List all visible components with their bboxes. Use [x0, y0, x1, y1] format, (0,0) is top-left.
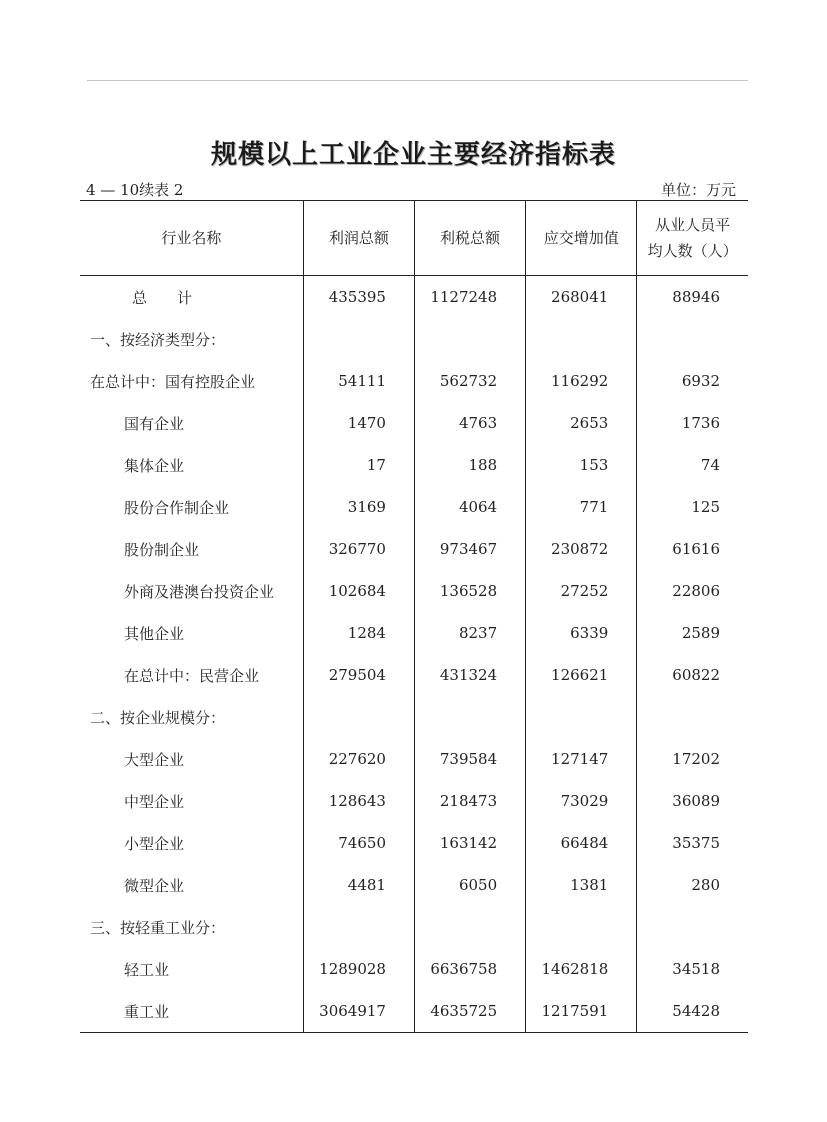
employees-cell: 22806 [637, 570, 748, 612]
value-added-cell [526, 906, 637, 948]
value-added-cell: 6339 [526, 612, 637, 654]
profit-cell: 102684 [303, 570, 414, 612]
employees-cell: 17202 [637, 738, 748, 780]
employees-cell: 280 [637, 864, 748, 906]
value-added-cell: 27252 [526, 570, 637, 612]
table-row [80, 822, 748, 864]
value-added-cell: 126621 [526, 654, 637, 696]
value-added-cell: 73029 [526, 780, 637, 822]
table-row [80, 948, 748, 990]
profit-tax-cell: 739584 [414, 738, 525, 780]
row-label: 在总计中：民营企业 [124, 666, 260, 685]
profit-cell: 1289028 [303, 948, 414, 990]
table-row [80, 612, 748, 654]
indicator-table [80, 200, 748, 1033]
employees-cell: 88946 [637, 276, 748, 319]
profit-cell: 54111 [303, 360, 414, 402]
value-added-cell [526, 696, 637, 738]
header-employees [637, 201, 748, 276]
row-label: 集体企业 [124, 456, 185, 475]
value-added-cell [526, 318, 637, 360]
unit-label: 单位：万元 [660, 181, 736, 199]
header-profit-tax: 利税总额 [414, 201, 525, 276]
profit-cell [303, 318, 414, 360]
table-row [80, 906, 748, 948]
page-title: 规模以上工业企业主要经济指标表 [210, 140, 616, 170]
table-row [80, 570, 748, 612]
row-label: 一、按经济类型分： [90, 330, 226, 349]
row-label: 股份合作制企业 [124, 498, 230, 517]
top-rule [87, 80, 748, 81]
row-label: 大型企业 [124, 750, 185, 769]
profit-tax-cell: 136528 [414, 570, 525, 612]
value-added-cell: 116292 [526, 360, 637, 402]
profit-cell: 1470 [303, 402, 414, 444]
row-label: 总 计 [132, 288, 193, 307]
profit-cell: 3169 [303, 486, 414, 528]
profit-tax-cell: 6636758 [414, 948, 525, 990]
table-row [80, 654, 748, 696]
row-label: 三、按轻重工业分： [90, 918, 226, 937]
profit-cell: 3064917 [303, 990, 414, 1033]
table-row [80, 528, 748, 570]
profit-tax-cell [414, 696, 525, 738]
profit-cell: 128643 [303, 780, 414, 822]
profit-cell: 74650 [303, 822, 414, 864]
table-row [80, 696, 748, 738]
profit-tax-cell [414, 318, 525, 360]
profit-cell: 227620 [303, 738, 414, 780]
employees-cell: 6932 [637, 360, 748, 402]
header-employees-line2: 均人数（人） [647, 242, 738, 260]
profit-tax-cell: 1127248 [414, 276, 525, 319]
header-employees-line1: 从业人员平 [655, 216, 731, 234]
table-row [80, 780, 748, 822]
profit-tax-cell: 431324 [414, 654, 525, 696]
table-row [80, 444, 748, 486]
employees-cell: 2589 [637, 612, 748, 654]
profit-cell: 435395 [303, 276, 414, 319]
row-label: 二、按企业规模分： [90, 708, 226, 727]
profit-tax-cell [414, 906, 525, 948]
profit-tax-cell: 6050 [414, 864, 525, 906]
employees-cell: 36089 [637, 780, 748, 822]
row-label: 重工业 [80, 990, 303, 1033]
table-id: 4 — 10续表 2 [86, 181, 184, 199]
employees-cell: 54428 [637, 990, 748, 1033]
profit-tax-cell: 218473 [414, 780, 525, 822]
value-added-cell: 1217591 [526, 990, 637, 1033]
employees-cell [637, 318, 748, 360]
table-row [80, 360, 748, 402]
table-row [80, 402, 748, 444]
value-added-cell: 1381 [526, 864, 637, 906]
row-label: 外商及港澳台投资企业 [124, 582, 275, 601]
profit-tax-cell: 4064 [414, 486, 525, 528]
profit-cell: 326770 [303, 528, 414, 570]
row-label: 在总计中：国有控股企业 [90, 372, 256, 391]
table-row [80, 738, 748, 780]
value-added-cell: 771 [526, 486, 637, 528]
value-added-cell: 153 [526, 444, 637, 486]
employees-cell: 125 [637, 486, 748, 528]
row-label: 股份制企业 [124, 540, 200, 559]
profit-tax-cell: 4635725 [414, 990, 525, 1033]
profit-tax-cell: 8237 [414, 612, 525, 654]
value-added-cell: 66484 [526, 822, 637, 864]
table-row [80, 318, 748, 360]
employees-cell: 34518 [637, 948, 748, 990]
value-added-cell: 1462818 [526, 948, 637, 990]
employees-cell: 74 [637, 444, 748, 486]
profit-cell [303, 696, 414, 738]
value-added-cell: 2653 [526, 402, 637, 444]
row-label: 中型企业 [124, 792, 185, 811]
header-industry: 行业名称 [80, 201, 303, 276]
header-profit: 利润总额 [303, 201, 414, 276]
profit-tax-cell: 163142 [414, 822, 525, 864]
profit-cell: 17 [303, 444, 414, 486]
header-value-added: 应交增加值 [526, 201, 637, 276]
row-label: 小型企业 [124, 834, 185, 853]
value-added-cell: 230872 [526, 528, 637, 570]
profit-cell: 279504 [303, 654, 414, 696]
profit-tax-cell: 188 [414, 444, 525, 486]
row-label: 微型企业 [124, 876, 185, 895]
row-label: 轻工业 [124, 960, 170, 979]
row-label: 国有企业 [124, 414, 185, 433]
employees-cell [637, 696, 748, 738]
profit-tax-cell: 4763 [414, 402, 525, 444]
profit-cell [303, 906, 414, 948]
employees-cell: 35375 [637, 822, 748, 864]
table-row [80, 486, 748, 528]
profit-tax-cell: 973467 [414, 528, 525, 570]
table-row [80, 990, 748, 1033]
header-row [80, 201, 748, 276]
value-added-cell: 127147 [526, 738, 637, 780]
employees-cell [637, 906, 748, 948]
table-row [80, 276, 748, 319]
profit-cell: 1284 [303, 612, 414, 654]
profit-tax-cell: 562732 [414, 360, 525, 402]
table-row [80, 864, 748, 906]
profit-cell: 4481 [303, 864, 414, 906]
employees-cell: 61616 [637, 528, 748, 570]
employees-cell: 60822 [637, 654, 748, 696]
row-label: 其他企业 [124, 624, 185, 643]
value-added-cell: 268041 [526, 276, 637, 319]
employees-cell: 1736 [637, 402, 748, 444]
